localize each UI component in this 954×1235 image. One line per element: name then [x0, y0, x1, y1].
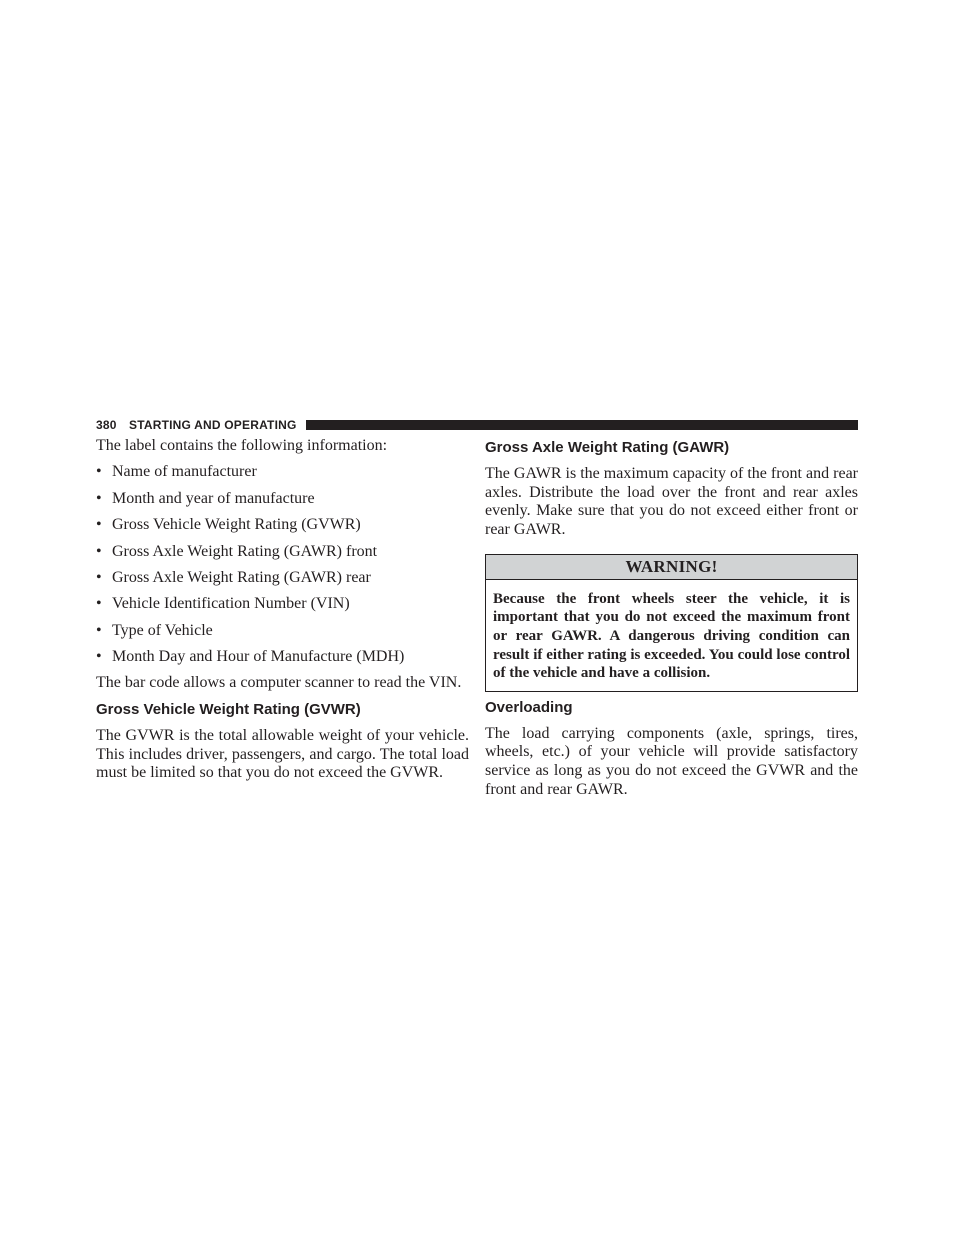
warning-box	[485, 554, 858, 692]
bullet-icon: •	[96, 595, 102, 613]
bullet-icon: •	[96, 463, 102, 481]
list-item-text: Name of manufacturer	[112, 463, 257, 481]
section-title: STARTING AND OPERATING	[129, 418, 297, 432]
gawr-paragraph: The GAWR is the maximum capacity of the front and rear axles. Distribute the load over the front and rear axles evenly. Make sure that you do not exceed either front or rear GAWR.	[485, 465, 858, 539]
label-info-list	[96, 463, 469, 666]
barcode-paragraph: The bar code allows a computer scanner to read the VIN.	[96, 674, 462, 692]
list-item	[96, 463, 469, 482]
page-number: 380	[96, 418, 117, 432]
bullet-icon: •	[96, 648, 102, 666]
left-column	[96, 437, 469, 783]
bullet-icon: •	[96, 542, 102, 560]
list-item	[96, 516, 469, 535]
right-column	[485, 437, 858, 800]
bullet-icon: •	[96, 621, 102, 639]
page-header	[96, 417, 858, 433]
warning-text: Because the front wheels steer the vehicle, it is important that you do not exceed the maximum front or rear GAWR. A dangerous driving condition can result if either rating is exceeded. You could lose control of the vehicle and have a collision.	[493, 590, 850, 682]
list-item	[96, 569, 469, 588]
list-item	[96, 543, 469, 562]
bullet-icon: •	[96, 568, 102, 586]
list-item-text: Gross Axle Weight Rating (GAWR) rear	[112, 568, 371, 586]
gvwr-heading: Gross Vehicle Weight Rating (GVWR)	[96, 701, 361, 719]
list-item-text: Gross Vehicle Weight Rating (GVWR)	[112, 516, 361, 534]
list-item-text: Gross Axle Weight Rating (GAWR) front	[112, 542, 378, 560]
list-item-text: Month and year of manufacture	[112, 489, 315, 507]
list-item	[96, 595, 469, 614]
warning-title: WARNING!	[486, 555, 857, 580]
bullet-icon: •	[96, 516, 102, 534]
bullet-icon: •	[96, 489, 102, 507]
gvwr-paragraph: The GVWR is the total allowable weight of your vehicle. This includes driver, passengers, and cargo. The total load must be limited so that you do not exceed the GVWR.	[96, 727, 469, 782]
list-item-text: Type of Vehicle	[112, 621, 213, 639]
list-item	[96, 622, 469, 641]
overloading-paragraph: The load carrying components (axle, springs, tires, wheels, etc.) of your vehicle will provide satisfactory service as long as you do not exceed the GVWR and the front and rear GAWR.	[485, 724, 858, 798]
list-item-text: Vehicle Identification Number (VIN)	[112, 595, 350, 613]
list-item	[96, 490, 469, 509]
list-item	[96, 648, 469, 667]
header-rule	[306, 420, 858, 430]
list-item-text: Month Day and Hour of Manufacture (MDH)	[112, 648, 405, 666]
gawr-heading: Gross Axle Weight Rating (GAWR)	[485, 439, 730, 456]
label-intro: The label contains the following information:	[96, 437, 388, 454]
overloading-heading: Overloading	[485, 698, 573, 716]
